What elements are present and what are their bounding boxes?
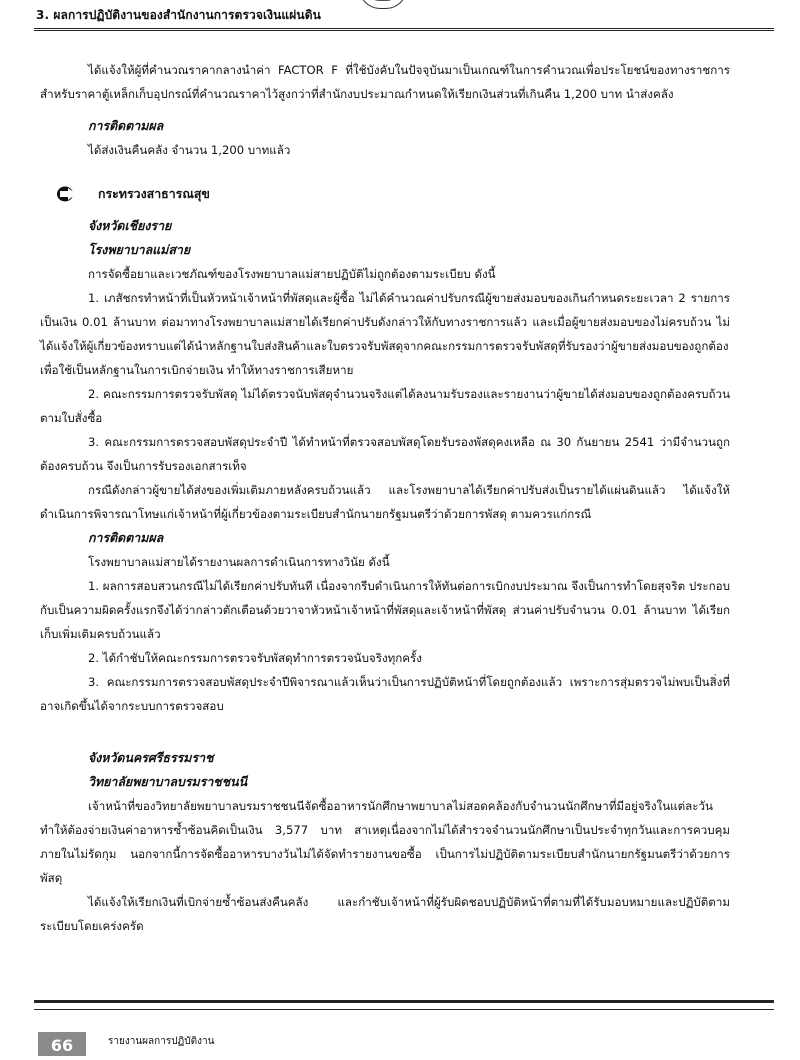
followup-intro-2: โรงพยาบาลแม่สายได้รายงานผลการดำเนินการทางวินัย ดังนี้ xyxy=(88,555,390,569)
agency-heading-1: โรงพยาบาลแม่สาย xyxy=(88,242,191,257)
followup-item-3: 3. คณะกรรมการตรวจสอบพัสดุประจำปีพิจารณาแล้วเห็นว่าเป็นการปฏิบัติหน้าที่โดยถูกต้องแล้ว เพราะการสุ่มตรวจไม่พบเป็นสิ่งที่อาจเกิดขึ้นได้จากระบบการตรวจสอบ xyxy=(40,675,730,713)
case2-paragraph: เจ้าหน้าที่ของวิทยาลัยพยาบาลบรมราชชนนีจัดซื้ออาหารนักศึกษาพยาบาลไม่สอดคล้องกับจำนวนนักศึกษาที่มีอยู่จริงในแต่ละวัน ทำให้ต้องจ่ายเงินค่าอาหารซ้ำซ้อนคิดเป็นเงิน 3,577 บาท สาเหตุเนื่องจากไม่ได้สำรวจจำนวนนักศึกษาเป็นประจำทุกวันและการควบคุมภายในไม่รัดกุม นอกจากนี้การจัดซื้ออาหารบางวันไม่ได้จัดทำรายงานขอซื้อ เป็นการไม่ปฏิบัติตามระเบียบสำนักนายกรัฐมนตรีว่าด้วยการพัสดุ xyxy=(40,799,730,885)
ministry-name: กระทรวงสาธารณสุข xyxy=(98,186,210,201)
followup-heading-2: การติดตามผล xyxy=(88,530,164,545)
case1-intro: การจัดซื้อยาและเวชภัณฑ์ของโรงพยาบาลแม่สายปฏิบัติไม่ถูกต้องตามระเบียบ ดังนี้ xyxy=(88,267,496,281)
arrow-bullet-icon xyxy=(56,186,82,202)
case1-conclusion: กรณีดังกล่าวผู้ขายได้ส่งของเพิ่มเติมภายหลังครบถ้วนแล้ว และโรงพยาบาลได้เรียกค่าปรับส่งเป็นรายได้แผ่นดินแล้ว ได้แจ้งให้ดำเนินการพิจารณาโทษแก่เจ้าหน้าที่ผู้เกี่ยวข้องตามระเบียบสำนักนายกรัฐมนตรีว่าด้วยการพัสดุ ตามควรแก่กรณี xyxy=(40,483,730,521)
followup-item-1: 1. ผลการสอบสวนกรณีไม่ได้เรียกค่าปรับทันที เนื่องจากรีบดำเนินการให้ทันต่อการเบิกงบประมาณ จึงเป็นการทำโดยสุจริต ประกอบกับเป็นความผิดครั้งแรกจึงได้ว่ากล่าวตักเตือนด้วยวาจาหัวหน้าเจ้าหน้าที่พัสดุและเจ้าหน้าที่พัสดุ ส่วนค่าปรับจำนวน 0.01 ล้านบาท ได้เรียกเก็บเพิ่มเติมครบถ้วนแล้ว xyxy=(40,579,730,641)
case1-item-3: 3. คณะกรรมการตรวจสอบพัสดุประจำปี ได้ทำหน้าที่ตรวจสอบพัสดุโดยรับรองพัสดุคงเหลือ ณ 30 กันยายน 2541 ว่ามีจำนวนถูกต้องครบถ้วน จึงเป็นการรับรองเอกสารเท็จ xyxy=(40,435,730,473)
followup-heading-1: การติดตามผล xyxy=(88,118,164,133)
ministry-heading xyxy=(40,182,730,206)
footer-divider xyxy=(34,1000,774,1010)
case2-action: ได้แจ้งให้เรียกเงินที่เบิกจ่ายซ้ำซ้อนส่งคืนคลัง และกำชับเจ้าหน้าที่ผู้รับผิดชอบปฏิบัติหน้าที่ตามที่ได้รับมอบหมายและปฏิบัติตามระเบียบโดยเคร่งครัด xyxy=(40,895,730,933)
case1-item-1: 1. เภสัชกรทำหน้าที่เป็นหัวหน้าเจ้าหน้าที่พัสดุและผู้ซื้อ ไม่ได้คำนวณค่าปรับกรณีผู้ขายส่งมอบของเกินกำหนดระยะเวลา 2 รายการ เป็นเงิน 0.01 ล้านบาท ต่อมาทางโรงพยาบาลแม่สายได้เรียกค่าปรับดังกล่าวให้กับทางราชการแล้ว และเมื่อผู้ขายส่งมอบของไม่ครบถ้วน ไม่ได้แจ้งให้ผู้เกี่ยวข้องทราบแต่ได้นำหลักฐานใบส่งสินค้าและใบตรวจรับพัสดุจากคณะกรรมการตรวจรับพัสดุที่รับรองว่าผู้ขายส่งมอบของถูกต้องเพื่อใช้เป็นหลักฐานในการเบิกจ่ายเงิน ทำให้ทางราชการเสียหาย xyxy=(40,291,730,377)
page-header xyxy=(34,0,774,31)
province-heading-2: จังหวัดนครศรีธรรมราช xyxy=(88,750,214,765)
header-title: 3. ผลการปฏิบัติงานของสำนักงานการตรวจเงินแผ่นดิน xyxy=(36,8,321,22)
followup-text-1: ได้ส่งเงินคืนคลัง จำนวน 1,200 บาทแล้ว xyxy=(88,143,291,157)
intro-paragraph: ได้แจ้งให้ผู้ที่คำนวณราคากลางนำค่า FACTOR F ที่ใช้บังคับในปัจจุบันมาเป็นเกณฑ์ในการคำนวณเพื่อประโยชน์ของทางราชการ สำหรับราคาตู้เหล็กเก็บอุปกรณ์ที่คำนวณราคาไว้สูงกว่าที่สำนักงบประมาณกำหนดให้เรียกเงินส่วนที่เกินคืน 1,200 บาท นำส่งคลัง xyxy=(40,63,730,101)
case1-item-2: 2. คณะกรรมการตรวจรับพัสดุ ไม่ได้ตรวจนับพัสดุจำนวนจริงแต่ได้ลงนามรับรองและรายงานว่าผู้ขายได้ส่งมอบของถูกต้องครบถ้วนตามใบสั่งซื้อ xyxy=(40,387,730,425)
seal-emblem xyxy=(359,0,407,9)
page-number: 66 xyxy=(38,1032,86,1056)
agency-heading-2: วิทยาลัยพยาบาลบรมราชชนนี xyxy=(88,774,248,789)
province-heading-1: จังหวัดเชียงราย xyxy=(88,218,172,233)
footer-report-label: รายงานผลการปฏิบัติงาน xyxy=(108,1036,215,1047)
document-body xyxy=(40,58,730,938)
followup-item-2: 2. ได้กำชับให้คณะกรรมการตรวจรับพัสดุทำการตรวจนับจริงทุกครั้ง xyxy=(88,651,422,665)
